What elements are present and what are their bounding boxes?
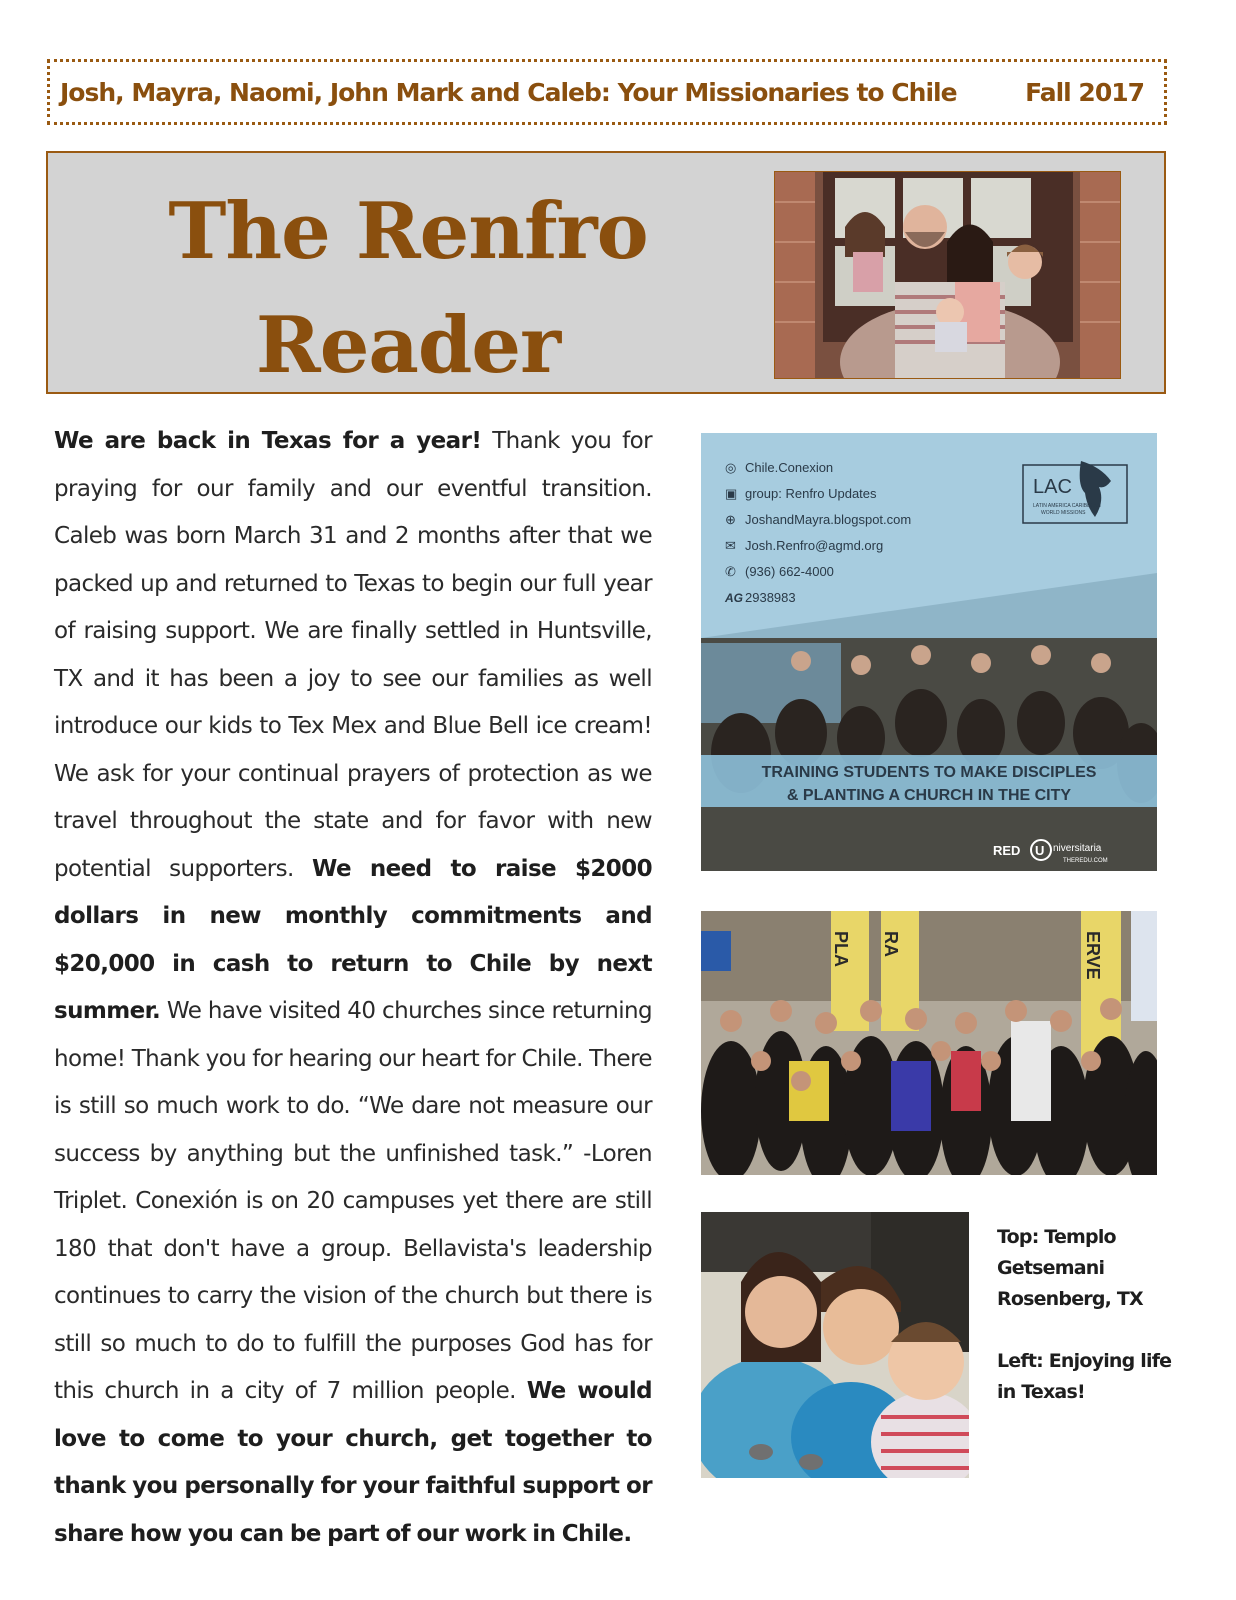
promo-instagram-icon: ◎	[725, 460, 737, 475]
missionaries-line: Josh, Mayra, Naomi, John Mark and Caleb: Your Missionaries to Chile	[60, 77, 957, 107]
red-brand: RED	[993, 843, 1021, 858]
article-closing: We would love to come to your church, get together to thank you personally for your faithful support or share how you can be part of our work in Chile.	[54, 1378, 652, 1547]
article-lead: We are back in Texas for a year!	[54, 428, 482, 454]
promo-facebook-icon: ▣	[725, 486, 738, 501]
lac-logo-sub2: WORLD MISSIONS	[1041, 510, 1086, 516]
conexion-promo-image	[701, 433, 1157, 871]
promo-ag-label: AG	[725, 591, 743, 605]
red-brand-rest: niversitaria	[1053, 843, 1102, 854]
promo-mail-icon: ✉	[725, 538, 736, 553]
family-photo	[774, 171, 1121, 379]
promo-globe-icon: ⊕	[725, 512, 736, 527]
promo-instagram: Chile.Conexion	[745, 460, 834, 475]
promo-banner-line-2: & PLANTING A CHURCH IN THE CITY	[786, 787, 1072, 804]
church-banner-letters-1: PLA	[831, 931, 851, 967]
lac-logo-text: LAC	[1033, 476, 1072, 498]
promo-blog: JoshandMayra.blogspot.com	[745, 512, 912, 527]
lac-logo-sub1: LATIN AMERICA CARIBBEAN	[1033, 503, 1101, 509]
templo-getsemani-photo	[701, 911, 1157, 1175]
caption-top: Top: Templo Getsemani Rosenberg, TX	[997, 1226, 1143, 1310]
newsletter-title	[48, 175, 768, 403]
promo-email: Josh.Renfro@agmd.org	[745, 538, 884, 553]
kids-photo	[701, 1212, 969, 1478]
caption-left: Left: Enjoying life in Texas!	[997, 1350, 1172, 1403]
season-label: Fall 2017	[1025, 77, 1144, 107]
title-line-2: Reader	[255, 300, 561, 391]
article-text-2: We have visited 40 churches since returning home! Thank you for hearing our heart for Chile. There is still so much work to do. “We dare not measure our success by anything but the unfinished task.” -Loren Triplet. Conexión is on 20 campuses yet there are still 180 that don't have a group. Bellavista's leadership continues to carry the vision of the church but there is still so much to do to fulfill the purposes God has for this church in a city of 7 million people.	[54, 998, 652, 1404]
church-banner-letters-3: ERVE	[1083, 931, 1103, 980]
promo-facebook: group: Renfro Updates	[745, 486, 877, 501]
red-url: THEREDU.COM	[1063, 858, 1108, 864]
promo-phone: (936) 662-4000	[745, 564, 834, 579]
article-body	[54, 418, 652, 1558]
red-brand-u: U	[1035, 843, 1045, 858]
promo-ag-number: 2938983	[745, 590, 796, 605]
title-line-1: The Renfro	[168, 186, 648, 277]
article-fundraising-goal: We need to raise $2000 dollars in new monthly commitments and $20,000 in cash to return to Chile by next summer.	[54, 855, 652, 1024]
church-banner-letters-2: RA	[881, 931, 901, 957]
header-bar	[47, 59, 1167, 125]
photo-captions	[997, 1222, 1177, 1408]
masthead	[46, 151, 1166, 394]
promo-phone-icon: ✆	[725, 564, 736, 579]
promo-banner-line-1: TRAINING STUDENTS TO MAKE DISCIPLES	[761, 764, 1097, 781]
article-text-1: Thank you for praying for our family and our eventful transition. Caleb was born March 31 and 2 months after that we packed up and returned to Texas to begin our full year of raising support. We are finally settled in Huntsville, TX and it has been a joy to see our families as well introduce our kids to Tex Mex and Blue Bell ice cream! We ask for your continual prayers of protection as we travel throughout the state and for favor with new potential supporters.	[54, 428, 652, 882]
